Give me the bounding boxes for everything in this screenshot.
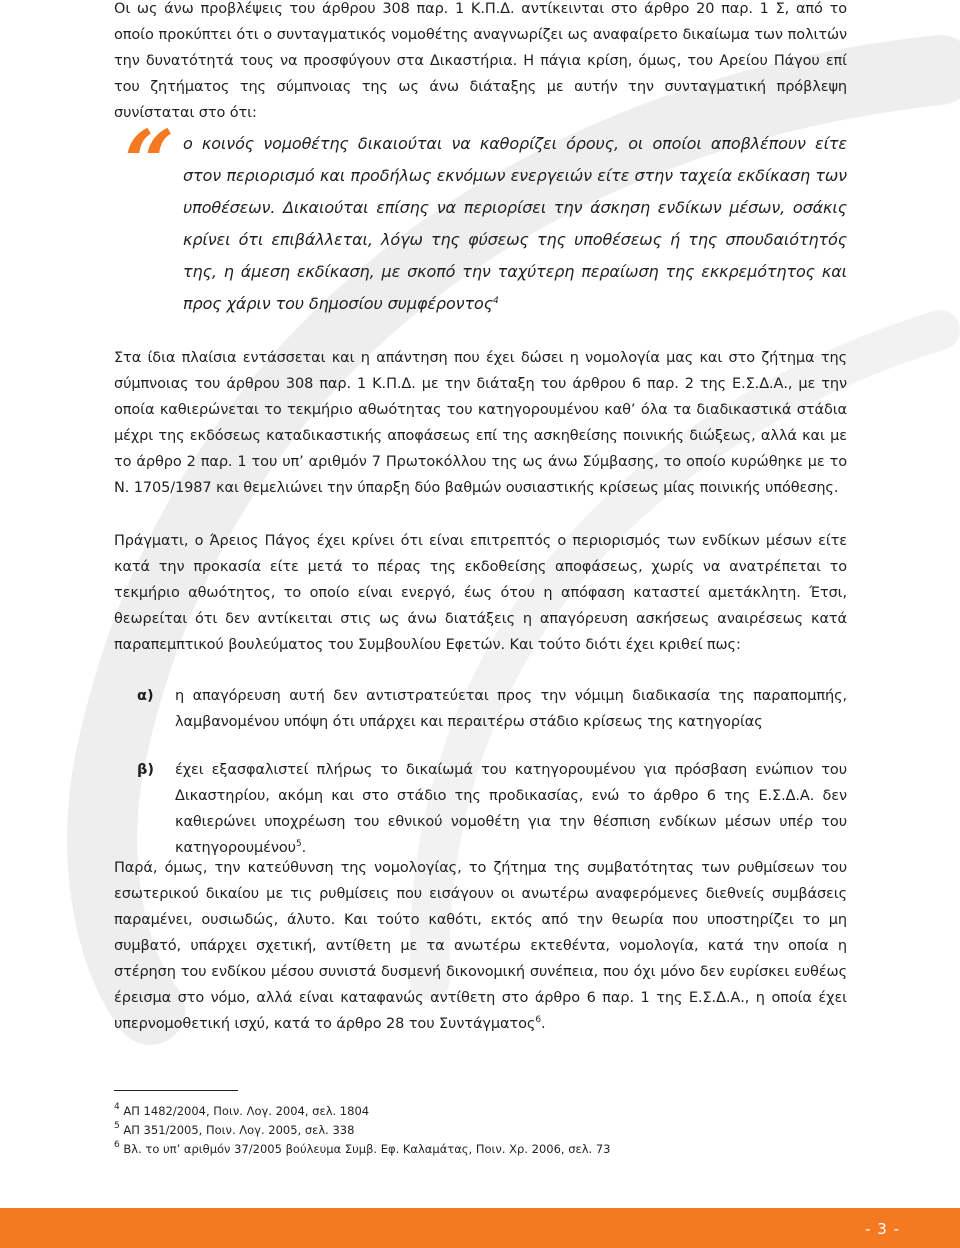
footnote-number-6: 6: [114, 1140, 120, 1150]
list-item-text-a: η απαγόρευση αυτή δεν αντιστρατεύεται προς την νόμιμη διαδικασία της παραπομπής, λαμβανομένου υπόψη ότι υπάρχει και περαιτέρω στάδιο κρίσεως της κατηγορίας: [175, 688, 847, 730]
list-item-a: [175, 683, 847, 735]
footnote-4: [114, 1102, 369, 1120]
list-item-label-b: β): [137, 762, 155, 778]
quote-mark-icon: “: [124, 110, 175, 214]
footnote-number-5: 5: [114, 1121, 120, 1131]
footnote-text-5: ΑΠ 351/2005, Ποιν. Λογ. 2005, σελ. 338: [123, 1123, 355, 1137]
block-quote: [183, 128, 847, 320]
footnote-5: [114, 1121, 354, 1139]
paragraph-conclusion: [114, 855, 847, 1037]
list-item-b: έχει εξασφαλιστεί πλήρως το δικαίωμά του κατηγορουμένου για πρόσβαση ενώπιον του Δικαστηρίου, ακόμη και στο στάδιο της προδικασίας, ενώ το άρθρο 6 της Ε.Σ.Δ.Α. δεν καθιερώνει υποχρέωση του εθνικού νομοθέτη για την θέσπιση ενδίκων μέσων υπέρ του κατηγορουμένου$^5$.: [175, 762, 847, 856]
paragraph-areios-pagos: Πράγματι, ο Άρειος Πάγος έχει κρίνει ότι είναι επιτρεπτός ο περιορισμός των ενδίκων μέσων είτε κατά την προκασία είτε μετά το πέρας της εκδοθείσης αποφάσεως, χωρίς να ανατρέπεται το τεκμήριο αθωότητος, το οποίο είναι ενεργό, έως ότου η απόφαση καταστεί αμετάκλητη. Έτσι, θεωρείται ότι δεν αντίκειται στις ως άνω διατάξεις η απαγόρευση ασκήσεως αναιρέσεως κατά παραπεμπτικού βουλεύματος του Συμβουλίου Εφετών. Και τούτο διότι έχει κριθεί πως:: [114, 533, 847, 653]
footnote-6: [114, 1140, 610, 1158]
page-number: - 3 -: [865, 1220, 900, 1238]
footnote-ref-6[interactable]: 6: [535, 1015, 541, 1025]
footnote-ref-4[interactable]: 4: [493, 296, 499, 306]
paragraph-conclusion-tail: .: [540, 1016, 546, 1032]
list-item-label-a: α): [137, 688, 154, 704]
footnote-text-6: Βλ. το υπ’ αριθμόν 37/2005 βούλευμα Συμβ. Εφ. Καλαμάτας, Ποιν. Χρ. 2006, σελ. 73: [123, 1142, 611, 1156]
footnote-divider: [114, 1090, 238, 1091]
paragraph-jurisprudence: Στα ίδια πλαίσια εντάσσεται και η απάντηση που έχει δώσει η νομολογία μας και στο ζήτημα της σύμπνοιας του άρθρου 308 παρ. 1 Κ.Π.Δ. με την διάταξη του άρθρου 6 παρ. 2 της Ε.Σ.Δ.Α., με την οποία καθιερώνεται το τεκμήριο αθωότητας του κατηγορουμένου καθ’ όλα τα διαδικαστικά στάδια μέχρι της εκδόσεως καταδικαστικής αποφάσεως επί της ασκηθείσης ποινικής διώξεως, αλλά και με το άρθρο 2 παρ. 1 του υπ’ αριθμόν 7 Πρωτοκόλλου της ως άνω Σύμβασης, το οποίο κυρώθηκε με το Ν. 1705/1987 και θεμελιώνει την ύπαρξη δύο βαθμών ουσιαστικής κρίσεως μίας ποινικής υπόθεσης.: [114, 350, 847, 496]
footnote-ref-5[interactable]: 5: [295, 839, 302, 849]
footnote-text-4: ΑΠ 1482/2004, Ποιν. Λογ. 2004, σελ. 1804: [123, 1104, 370, 1118]
paragraph-conclusion-text: Παρά, όμως, την κατεύθυνση της νομολογίας, το ζήτημα της συμβατότητας των ρυθμίσεων του εσωτερικού δικαίου με τις ρυθμίσεις που εισάγουν οι ανωτέρω αναφερόμενες διεθνείς συμβάσεις παραμένει, ουσιωδώς, άλυτο. Και τούτο καθότι, εκτός από την θεωρία που υποστηρίζει το μη συμβατό, υπάρχει σχετική, αντίθετη με τα ανωτέρω εκτεθέντα, νομολογία, κατά την οποία η στέρηση του ενδίκου μέσου συνιστά δυσμενή δικονομική συνέπεια, που όχι μόνο δεν ευρίσκει ευθέως έρεισμα στο νόμο, αλλά είναι καταφανώς αντίθετη στο άρθρο 6 παρ. 1 της Ε.Σ.Δ.Α., η οποία έχει υπερνομοθετική ισχύ, κατά το άρθρο 28 του Συντάγματος: [114, 860, 847, 1032]
footnote-number-4: 4: [114, 1102, 120, 1112]
paragraph-intro: Οι ως άνω προβλέψεις του άρθρου 308 παρ. 1 Κ.Π.Δ. αντίκεινται στο άρθρο 20 παρ. 1 Σ, από το οποίο προκύπτει ότι ο συνταγματικός νομοθέτης αναγνωρίζει ως αναφαίρετο δικαίωμα των πολιτών την δυνατότητά τους να προσφύγουν στα Δικαστήρια. Η πάγια κρίση, όμως, του Αρείου Πάγου επί του ζητήματος της σύμπνοιας της ως άνω διάταξης με αυτήν την συνταγματική πρόβλεψη συνίσταται στο ότι:: [114, 1, 847, 121]
list-item-text-b: έχει εξασφαλιστεί πλήρως το δικαίωμά του κατηγορουμένου για πρόσβαση ενώπιον του Δικαστηρίου, ακόμη και στο στάδιο της προδικασίας, ενώ το άρθρο 6 της Ε.Σ.Δ.Α. δεν καθιερώνει υποχρέωση του εθνικού νομοθέτη για την θέσπιση ενδίκων μέσων υπέρ του κατηγορουμένου: [175, 762, 847, 856]
footer-bar: [0, 1208, 960, 1248]
block-quote-text: ο κοινός νομοθέτης δικαιούται να καθορίζει όρους, οι οποίοι αποβλέπουν είτε στον περιορισμό και προδήλως εκνόμων ενεργειών είτε στην ταχεία εκδίκαση των υποθέσεων. Δικαιούται επίσης να περιορίσει την άσκηση ενδίκων μέσων, οσάκις κρίνει ότι επιβάλλεται, λόγω της φύσεως της υποθέσεως ή της σπουδαιότητός της, η άμεση εκδίκαση, με σκοπό την ταχύτερη περαίωση της εκκρεμότητος και προς χάριν του δημοσίου συμφέροντος: [183, 134, 847, 313]
